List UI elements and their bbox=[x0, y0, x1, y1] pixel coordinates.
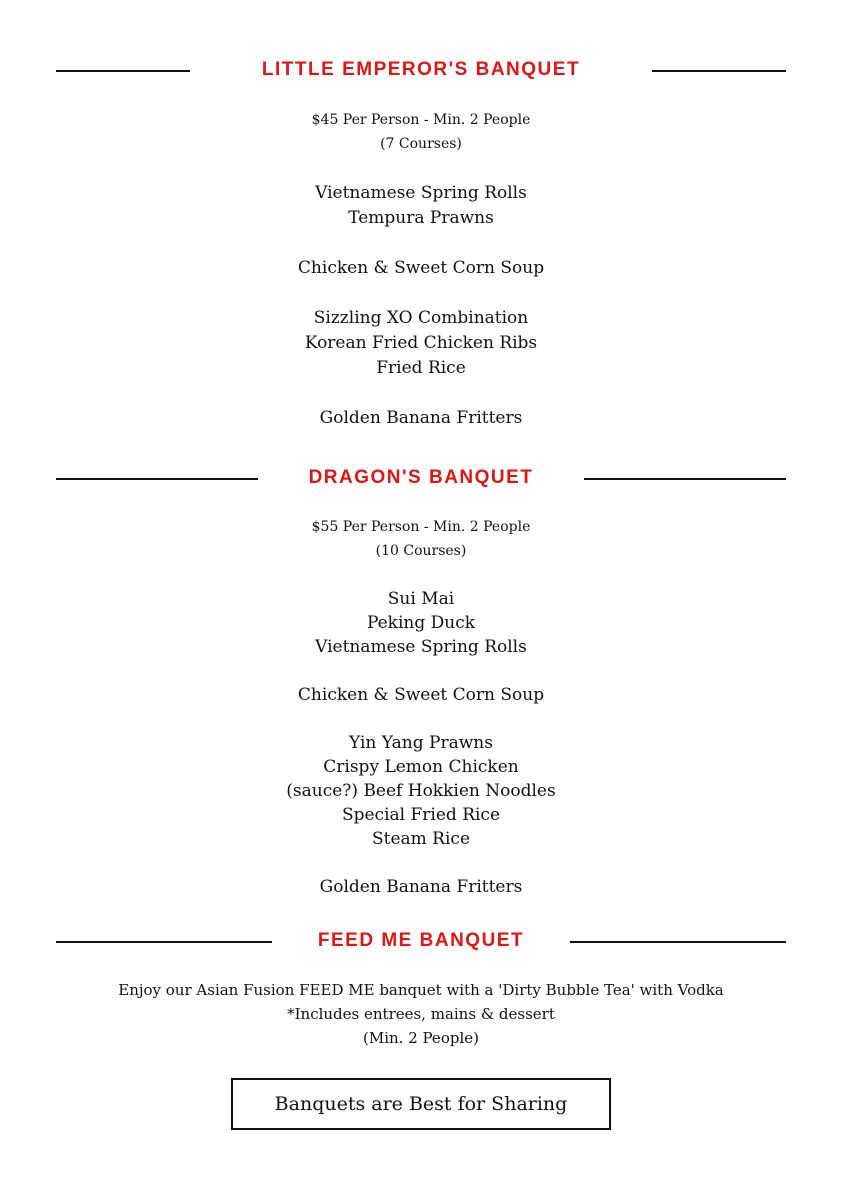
menu-item: (sauce?) Beef Hokkien Noodles bbox=[286, 781, 556, 801]
price-line: $55 Per Person - Min. 2 People bbox=[311, 519, 531, 535]
section-header-dragon bbox=[56, 469, 786, 489]
menu-item: Chicken & Sweet Corn Soup bbox=[297, 258, 545, 278]
menu-item: Yin Yang Prawns bbox=[349, 733, 493, 753]
section-header-feed-me bbox=[56, 932, 786, 952]
menu-item: Fried Rice bbox=[376, 358, 466, 378]
menu-item: Sui Mai bbox=[387, 589, 455, 609]
description-line: Enjoy our Asian Fusion FEED ME banquet with a 'Dirty Bubble Tea' with Vodka bbox=[118, 981, 724, 999]
course-count: (10 Courses) bbox=[375, 543, 467, 559]
price-line: $45 Per Person - Min. 2 People bbox=[311, 112, 531, 128]
section-title: DRAGON'S BANQUET bbox=[308, 467, 534, 488]
section-body-feed-me bbox=[0, 978, 842, 1050]
menu-item: Golden Banana Fritters bbox=[319, 877, 523, 897]
menu-item: Golden Banana Fritters bbox=[319, 408, 523, 428]
description-line: *Includes entrees, mains & dessert bbox=[287, 1005, 555, 1023]
menu-item: Vietnamese Spring Rolls bbox=[315, 183, 527, 203]
section-body-little-emperor bbox=[0, 108, 842, 431]
menu-item: Crispy Lemon Chicken bbox=[323, 757, 519, 777]
description-line: (Min. 2 People) bbox=[363, 1029, 479, 1047]
menu-item: Steam Rice bbox=[371, 829, 470, 849]
section-title: LITTLE EMPEROR'S BANQUET bbox=[261, 59, 581, 80]
section-header-little-emperor bbox=[56, 61, 786, 81]
sharing-note-text: Banquets are Best for Sharing bbox=[274, 1093, 568, 1115]
sharing-note-box bbox=[231, 1078, 611, 1130]
menu-item: Korean Fried Chicken Ribs bbox=[304, 333, 538, 353]
menu-item: Tempura Prawns bbox=[348, 208, 494, 228]
section-title: FEED ME BANQUET bbox=[317, 930, 525, 951]
menu-item: Vietnamese Spring Rolls bbox=[315, 637, 527, 657]
menu-item: Chicken & Sweet Corn Soup bbox=[297, 685, 545, 705]
menu-item: Sizzling XO Combination bbox=[313, 308, 529, 328]
section-body-dragon bbox=[0, 515, 842, 899]
course-count: (7 Courses) bbox=[380, 136, 462, 152]
menu-item: Special Fried Rice bbox=[341, 805, 501, 825]
menu-item: Peking Duck bbox=[366, 613, 476, 633]
